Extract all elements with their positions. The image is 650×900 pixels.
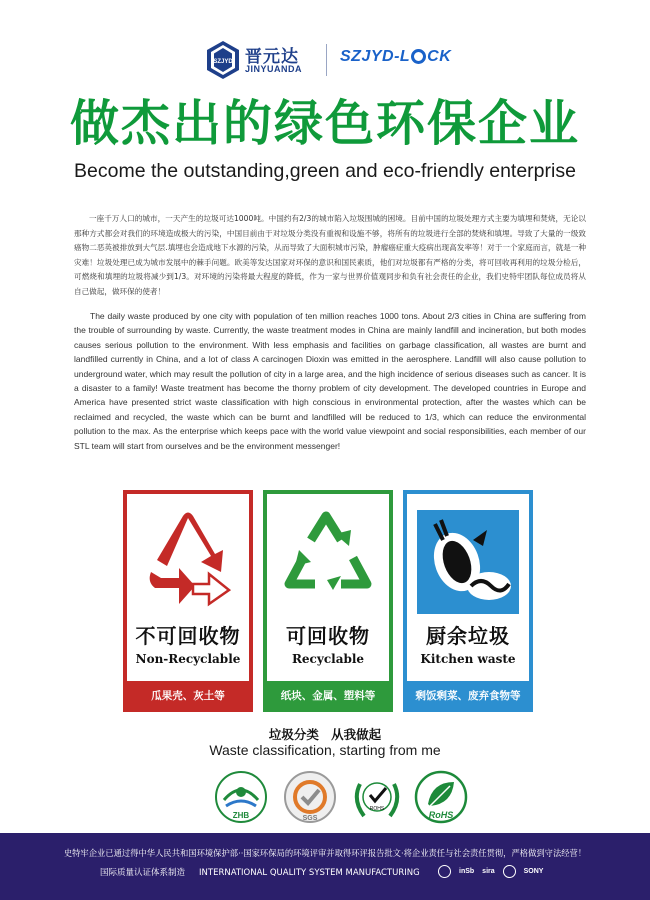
lock-ring-icon xyxy=(411,49,426,64)
sgs-label: SGS xyxy=(302,815,318,822)
slogan-cn: 垃圾分类 从我做起 xyxy=(268,727,382,742)
logo2-text-part2: CK xyxy=(427,48,452,65)
footer-quality-line xyxy=(100,866,420,878)
sign-non-recyclable xyxy=(123,490,253,712)
recycle-icon xyxy=(271,500,385,616)
footer-bar xyxy=(0,833,650,900)
zhb-environmental-icon xyxy=(214,770,268,824)
sign-kitchen-waste xyxy=(403,490,533,712)
brand-mark-insb: inSb xyxy=(459,868,475,876)
certification-logos xyxy=(0,770,650,826)
rohs-small-label: ROHS xyxy=(369,806,385,812)
hexagon-logo-icon xyxy=(205,40,241,80)
zhb-label: ZHB xyxy=(232,811,250,820)
szjyd-lock-logo xyxy=(340,48,451,72)
non-recyclable-arrow-icon xyxy=(131,500,245,616)
rohs-leaf-icon xyxy=(414,770,468,824)
slogan-en: Waste classification, starting from me xyxy=(209,742,441,758)
sign-band: 瓜果壳、灰土等 xyxy=(123,681,253,712)
rohs-wreath-icon xyxy=(350,770,404,824)
sign-label-cn: 不可回收物 xyxy=(135,624,241,648)
sign-label-cn: 可回收物 xyxy=(286,624,370,648)
brand-circle-icon xyxy=(438,865,451,878)
food-waste-icon xyxy=(411,500,525,616)
footer-quality-en: INTERNATIONAL QUALITY SYSTEM MANUFACTURING xyxy=(199,868,420,878)
brand-mark-sira: sira xyxy=(482,868,495,876)
logo-en-text: JINYUANDA xyxy=(245,64,303,74)
page-title-cn: 做杰出的绿色环保企业 xyxy=(69,95,580,152)
body-paragraph-en: The daily waste produced by one city with population of ten million reaches 1000 tons. About 2/3 cities in China are suffering from the trouble of surrounding by waste. Currently, the waste treatment modes in China are mainly landfill and incineration, but both modes causes serious pollution to the environment. With less emphasis and facilities on garbage classification, all wastes are burnt and landfilled currently in China, and a lot of class A carcinogen Dioxin was emitted in the aerosphere. Landfill will also cause pollution to underground water, which may result the pollution of city in a large area, and the high incidence of serious diseases such as cancer. It is a disaster to a family! Waste treatment has become the thorny problem of city development. The developed countries in Europe and America have presented strict waste classification with high conscious in environmental protection, after the wastes which can be reclaimed and recycled, the waste which can be burnt and landfilled will be reduced to 1/3, which can reduce the environmental pollution to the max. As the enterprise which keeps pace with the world value viewpoint and social responsibilities, each member of our STL team will start from ourselves and be the environment messenger! xyxy=(74,311,586,451)
sign-band: 纸块、金属、塑料等 xyxy=(263,681,393,712)
header-logos xyxy=(0,38,650,82)
sign-band: 剩饭剩菜、废弃食物等 xyxy=(403,681,533,712)
waste-signs xyxy=(123,490,525,712)
brand-circle-icon xyxy=(503,865,516,878)
sgs-icon xyxy=(283,770,337,824)
jinyuanda-logo xyxy=(205,40,325,80)
body-paragraph-cn: 一座千万人口的城市，一天产生的垃圾可达1000吨。中国约有2/3的城市陷入垃圾围城的困境。目前中国的垃圾处理方式主要为填埋和焚烧，无论以那种方式都会对我们的环境造成极大的污染，中国目前由于对垃圾分类没有重视和设施不够，将所有的垃圾进行全部的焚烧和填埋。导致了大量的一级致癌物二恶英被排放到大气层.填埋也会造成地下水源的污染，从而导致了大面积城市污染，肿瘤癌症重大疫病出现高发率等！对于一个家庭而言，就是一种灾难！垃圾处理已成为城市发展中的棘手问题。欧美等发达国家对环保的意识和国民素质，他们对垃圾都有严格的分类，将可回收再利用的垃圾分检后，可燃烧和填埋的垃圾将减少到1/3。对环境的污染将最大程度的降低，作为一家与世界价值观同步和负有社会责任的企业，我们史特牢团队每位成员将从自己做起，做环保的使者！ xyxy=(74,214,586,296)
sign-label-en: Non-Recyclable xyxy=(135,652,241,666)
footer-quality-cn: 国际质量认证体系制造 xyxy=(100,868,186,878)
brand-mark-sony: SONY xyxy=(523,868,544,876)
hex-logo-text: SZJYD xyxy=(213,59,233,65)
logo-cn-text: 晋元达 xyxy=(245,47,299,67)
footer-brand-marks xyxy=(438,863,551,879)
sign-label-en: Recyclable xyxy=(291,652,365,666)
logo2-text-part1: SZJYD-L xyxy=(340,48,411,65)
rohs-label: RoHS xyxy=(428,810,454,820)
logo-divider xyxy=(326,44,327,76)
sign-label-cn: 厨余垃圾 xyxy=(426,624,510,648)
page-title-en: Become the outstanding,green and eco-friendly enterprise xyxy=(74,160,576,182)
footer-statement: 史特牢企业已通过得中华人民共和国环境保护部··国家环保局的环境评审并取得环评报告批文·将企业责任与社会责任贯彻，严格做到守法经营！ xyxy=(63,848,587,858)
sign-label-en: Kitchen waste xyxy=(420,652,516,666)
sign-recyclable xyxy=(263,490,393,712)
